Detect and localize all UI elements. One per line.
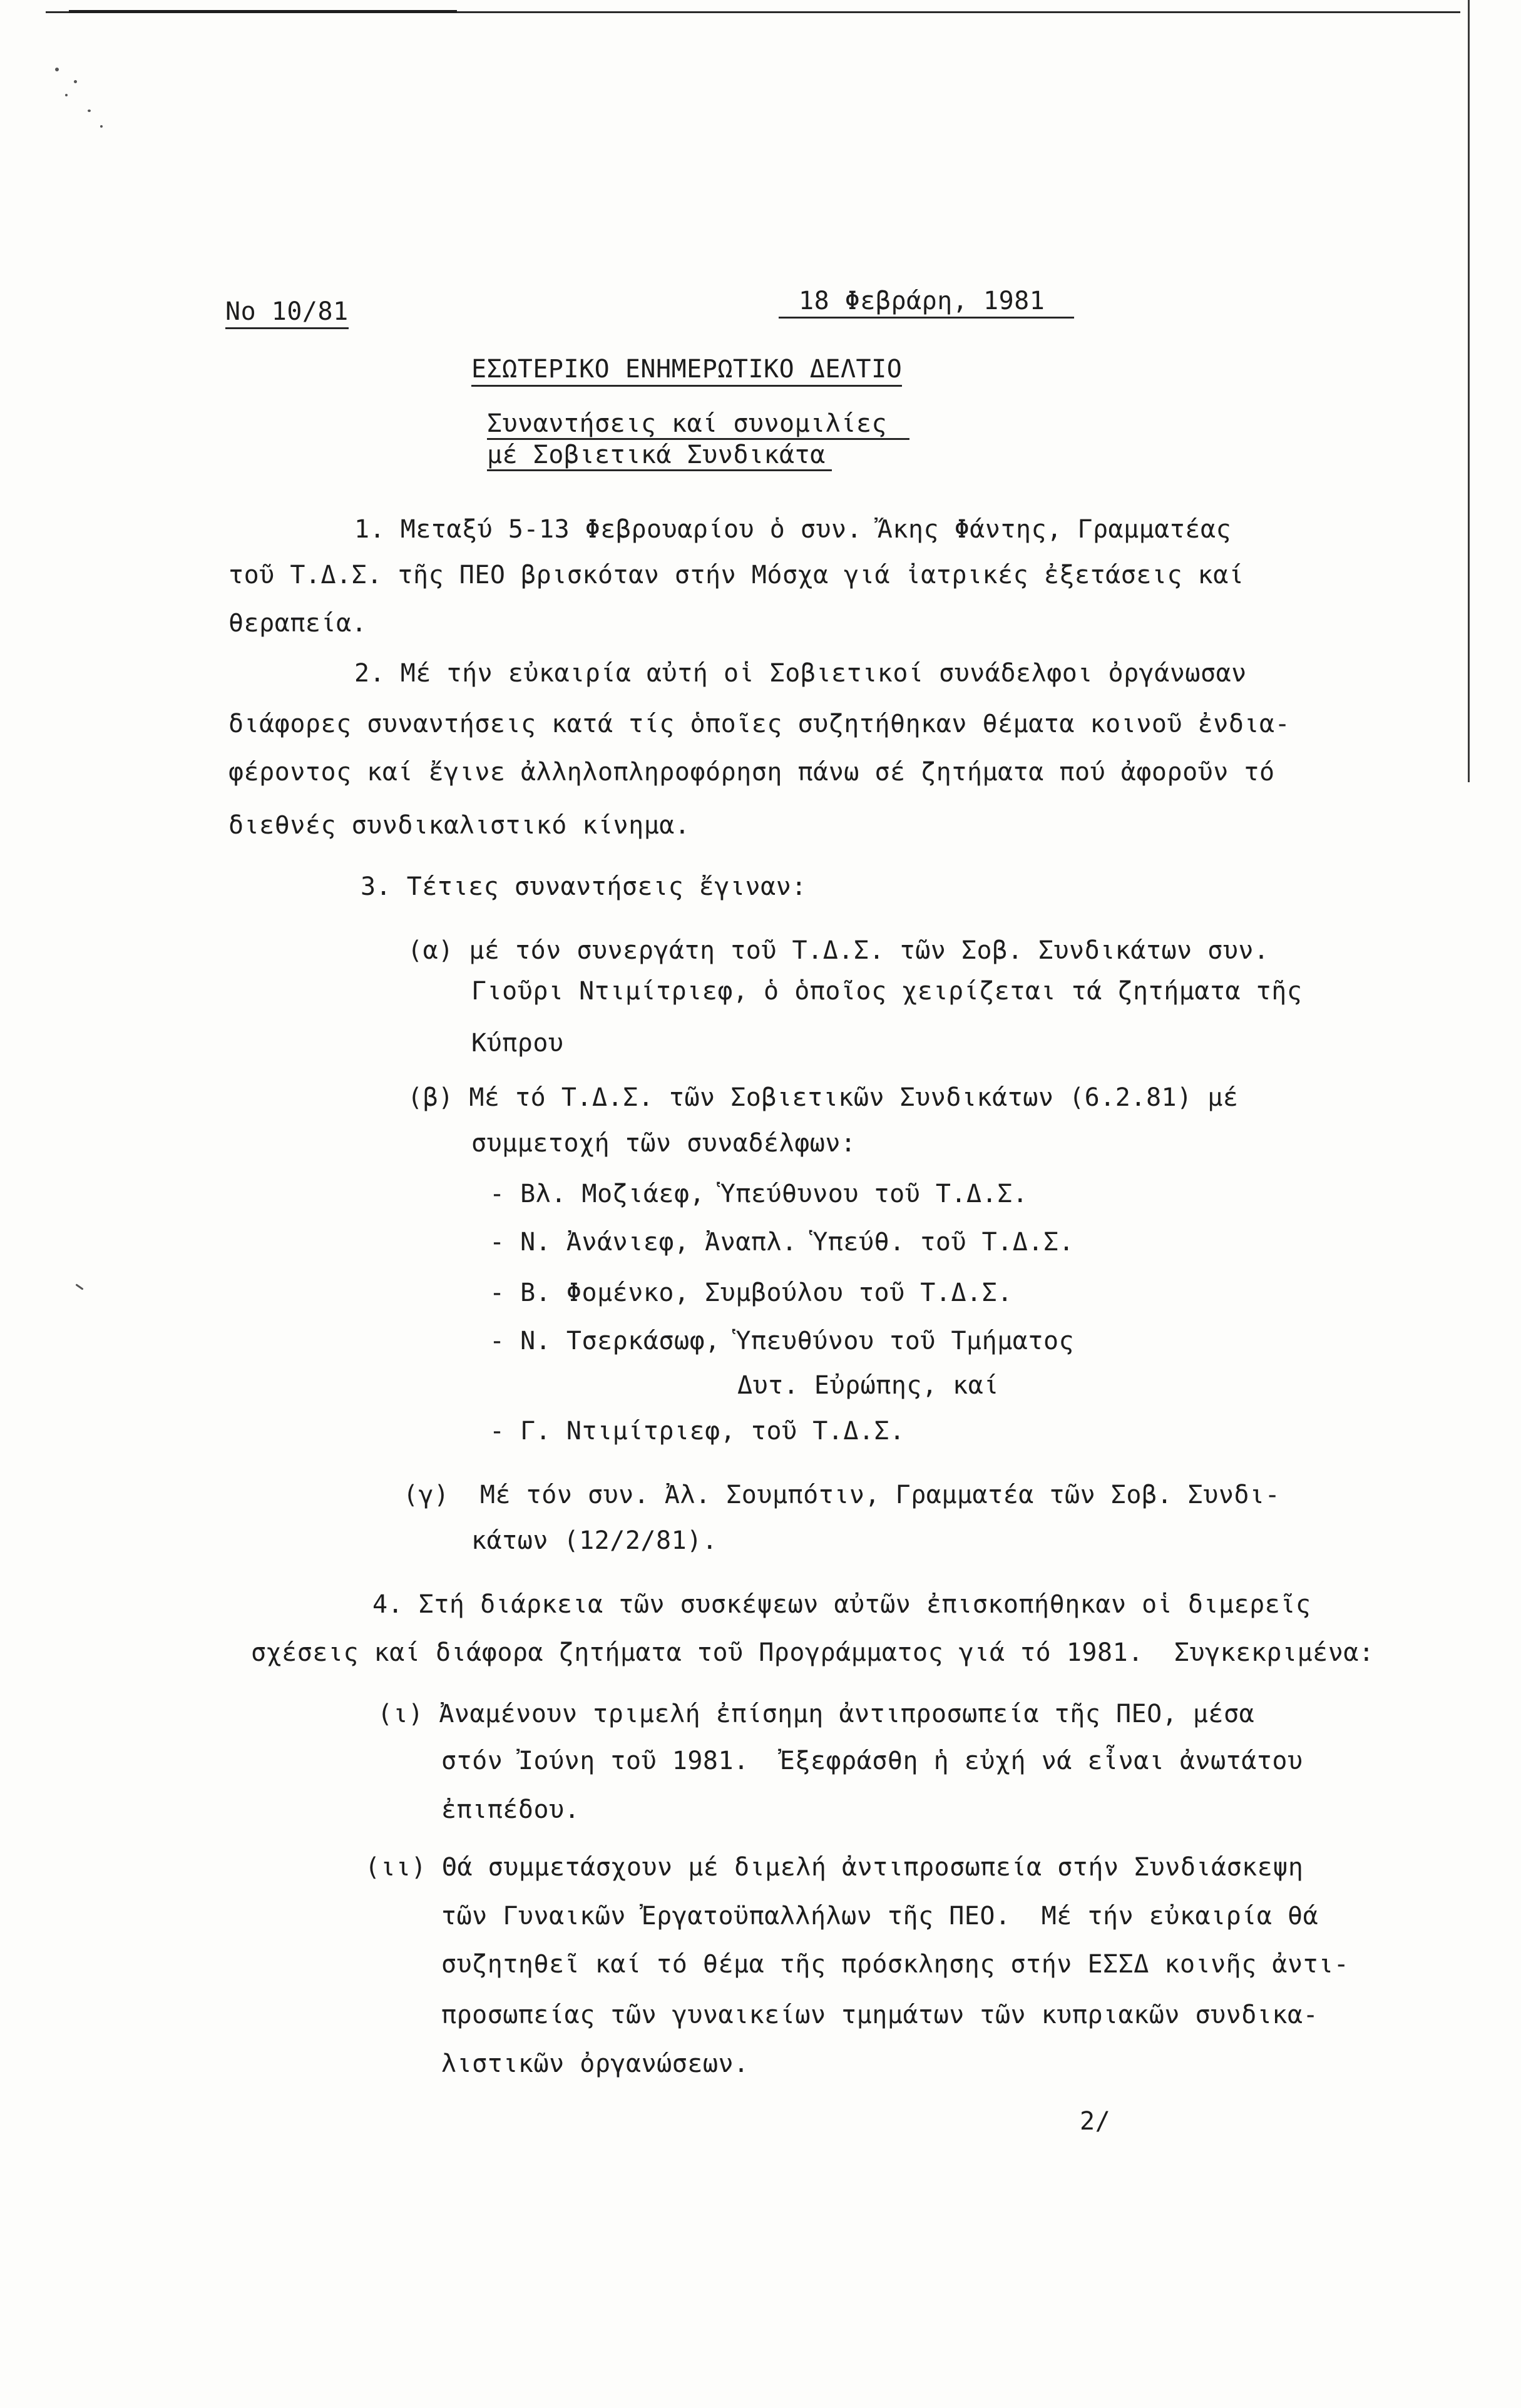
item-b-line: συμμετοχή τῶν συναδέλφων: [471, 1129, 856, 1158]
section-1-line: θεραπεία. [228, 609, 367, 638]
section-1-line: τοῦ Τ.Δ.Σ. τῆς ΠΕΟ βρισκόταν στήν Μόσχα γιά ἰατρικές ἐξετάσεις καί [228, 561, 1244, 589]
section-4-line: σχέσεις καί διάφορα ζητήματα τοῦ Προγράμματος γιά τό 1981. Συγκεκριμένα: [251, 1638, 1375, 1667]
scan-speck [65, 94, 68, 96]
item-ii-line: συζητηθεῖ καί τό θέμα τῆς πρόσκλησης στήν ΕΣΣΔ κοινῆς ἀντι- [441, 1950, 1349, 1979]
participant-line: - Ν. Ἀνάνιεφ, Ἀναπλ. Ὑπεύθ. τοῦ Τ.Δ.Σ. [489, 1228, 1075, 1257]
item-ii-line: τῶν Γυναικῶν Ἐργατοϋπαλλήλων τῆς ΠΕΟ. Μέ τήν εὐκαιρία θά [441, 1902, 1319, 1931]
item-a-line: Γιοῦρι Ντιμίτριεφ, ὁ ὁποῖος χειρίζεται τά ζητήματα τῆς [471, 977, 1303, 1006]
section-1-line: 1. Μεταξύ 5-13 Φεβρουαρίου ὁ συν. Ἄκης Φάντης, Γραμματέας [354, 515, 1232, 544]
participant-line: Δυτ. Εὐρώπης, καί [737, 1371, 999, 1400]
item-c-line: κάτων (12/2/81). [471, 1526, 718, 1555]
section-2-line: φέροντος καί ἔγινε ἀλληλοπληροφόρηση πάνω σέ ζητήματα πού ἀφοροῦν τό [228, 758, 1275, 787]
reference-number: No 10/81 [225, 297, 349, 329]
scan-speck [55, 68, 59, 71]
item-i-line: ἐπιπέδου. [441, 1795, 580, 1824]
item-ii-line: προσωπείας τῶν γυναικείων τμημάτων τῶν κυπριακῶν συνδικα- [441, 2001, 1319, 2029]
right-margin-line [1468, 0, 1470, 782]
subtitle-line: μέ Σοβιετικά Συνδικάτα [487, 441, 832, 471]
item-c-line: (γ) Μέ τόν συν. Ἀλ. Σουμπότιν, Γραμματέα τῶν Σοβ. Συνδι- [403, 1481, 1281, 1509]
participant-line: - Γ. Ντιμίτριεφ, τοῦ Τ.Δ.Σ. [489, 1417, 905, 1446]
scan-speck [88, 110, 91, 112]
item-i-line: (ι) Ἀναμένουν τριμελή ἐπίσημη ἀντιπροσωπεία τῆς ΠΕΟ, μέσα [377, 1700, 1255, 1728]
page-number: 2/ [1080, 2107, 1111, 2136]
document-date: 18 Φεβράρη, 1981 [779, 286, 1074, 319]
scan-speck [74, 80, 77, 83]
section-2-line: διάφορες συναντήσεις κατά τίς ὁποῖες συζητήθηκαν θέματα κοινοῦ ἐνδια- [228, 710, 1291, 738]
document-title: ΕΣΩΤΕΡΙΚΟ ΕΝΗΜΕΡΩΤΙΚΟ ΔΕΛΤΙΟ [471, 354, 902, 387]
item-i-line: στόν Ἰούνη τοῦ 1981. Ἐξεφράσθη ἡ εὐχή νά εἶναι ἀνωτάτου [441, 1747, 1303, 1775]
section-2-line: διεθνές συνδικαλιστικό κίνημα. [228, 811, 690, 840]
item-ii-line: λιστικῶν ὀργανώσεων. [441, 2049, 749, 2078]
item-a-line: Κύπρου [471, 1029, 564, 1058]
item-a-line: (α) μέ τόν συνεργάτη τοῦ Τ.Δ.Σ. τῶν Σοβ. Συνδικάτων συν. [407, 936, 1269, 965]
section-4-line: 4. Στή διάρκεια τῶν συσκέψεων αὐτῶν ἐπισκοπήθηκαν οἱ διμερεῖς [372, 1590, 1311, 1619]
participant-line: - Ν. Τσερκάσωφ, Ὑπευθύνου τοῦ Τμήματος [489, 1327, 1075, 1355]
item-ii-line: (ιι) Θά συμμετάσχουν μέ διμελή ἀντιπροσωπεία στήν Συνδιάσκεψη [365, 1853, 1304, 1882]
participant-line: - Β. Φομένκο, Συμβούλου τοῦ Τ.Δ.Σ. [489, 1278, 1013, 1307]
scan-speck [75, 1283, 83, 1290]
scan-speck [100, 125, 103, 128]
section-2-line: 2. Μέ τήν εὐκαιρία αὐτή οἱ Σοβιετικοί συνάδελφοι ὀργάνωσαν [354, 659, 1247, 688]
participant-line: - Βλ. Μοζιάεφ, Ὑπεύθυνου τοῦ Τ.Δ.Σ. [489, 1180, 1028, 1208]
subtitle-line: Συναντήσεις καί συνομιλίες [487, 410, 909, 440]
item-b-line: (β) Μέ τό Τ.Δ.Σ. τῶν Σοβιετικῶν Συνδικάτων (6.2.81) μέ [407, 1083, 1239, 1112]
top-border-line-heavy [69, 10, 457, 13]
section-3-intro: 3. Τέτιες συναντήσεις ἔγιναν: [361, 872, 807, 901]
